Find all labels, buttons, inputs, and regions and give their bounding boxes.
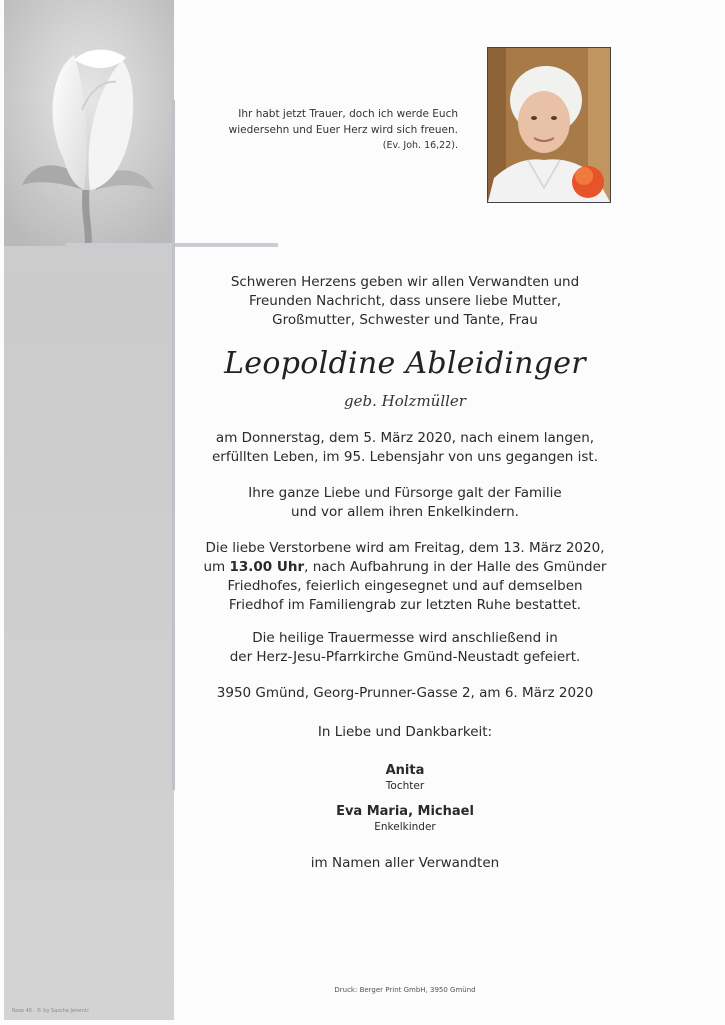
text-line: Friedhof im Familiengrab zur letzten Ruhe bestattet.	[228, 597, 582, 613]
intro-line: Großmutter, Schwester und Tante, Frau	[272, 312, 538, 328]
verse-line: Ihr habt jetzt Trauer, doch ich werde Euch	[238, 108, 458, 120]
printer-credit: Druck: Berger Print GmbH, 3950 Gmünd	[334, 986, 476, 994]
intro-line: Schweren Herzens geben wir allen Verwandten und	[230, 274, 580, 290]
image-credit: Rose 46 · © by Sascha Jeremic	[12, 1008, 90, 1014]
text-line: am Donnerstag, dem 5. März 2020, nach einem langen,	[215, 430, 595, 446]
text-line	[175, 558, 635, 577]
mass-details	[175, 629, 635, 667]
family-tribute	[175, 484, 635, 522]
closing-line: im Namen aller Verwandten	[310, 855, 500, 871]
maiden-name: geb. Holzmüller	[344, 392, 466, 410]
text-line: der Herz-Jesu-Pfarrkirche Gmünd-Neustadt gefeiert.	[229, 649, 581, 665]
bible-verse	[196, 106, 458, 154]
white-rose-image	[4, 0, 174, 246]
verse-line: wiedersehn und Euer Herz wird sich freuen.	[228, 124, 458, 136]
text-fragment: , nach Aufbahrung in der Halle des Gmünder	[304, 559, 607, 575]
mourner-relation: Tochter	[385, 780, 425, 792]
text-line: Die liebe Verstorbene wird am Freitag, dem 13. März 2020,	[205, 540, 605, 556]
intro-line: Freunden Nachricht, dass unsere liebe Mutter,	[248, 293, 562, 309]
text-line: erfüllten Leben, im 95. Lebensjahr von uns gegangen ist.	[211, 449, 599, 465]
deceased-name: Leopoldine Ableidinger	[224, 346, 586, 381]
mourner-name: Eva Maria, Michael	[336, 804, 474, 819]
funeral-time: 13.00 Uhr	[229, 559, 305, 575]
intro-text	[175, 273, 635, 330]
funeral-details	[175, 539, 635, 615]
death-announcement	[175, 429, 635, 467]
text-line: und vor allem ihren Enkelkindern.	[291, 504, 519, 520]
verse-reference: (Ev. Joh. 16,22).	[382, 140, 458, 151]
mourner-name: Anita	[385, 763, 425, 778]
text-line: Die heilige Trauermesse wird anschließend in	[252, 630, 558, 646]
text-fragment: um	[203, 559, 230, 575]
mourner-relation: Enkelkinder	[374, 821, 436, 833]
portrait-photo	[487, 47, 611, 203]
text-line: Friedhofes, feierlich eingesegnet und auf demselben	[227, 578, 583, 594]
text-line: Ihre ganze Liebe und Fürsorge galt der Familie	[248, 485, 562, 501]
gratitude-line: In Liebe und Dankbarkeit:	[317, 724, 493, 740]
place-and-date: 3950 Gmünd, Georg-Prunner-Gasse 2, am 6. März 2020	[216, 685, 594, 701]
